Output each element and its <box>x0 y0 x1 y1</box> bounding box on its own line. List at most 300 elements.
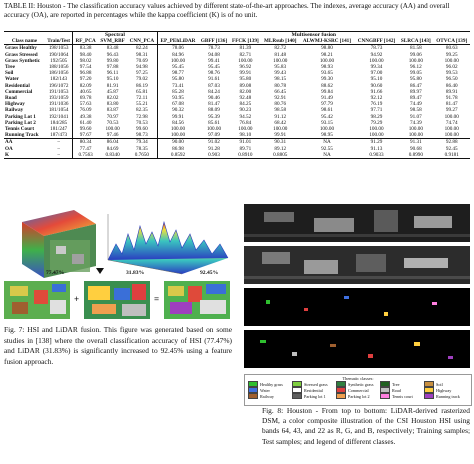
legend-swatch <box>292 393 302 399</box>
table-cell: 70.69 <box>127 58 157 64</box>
table-cell: 85.61 <box>208 119 220 126</box>
table-cell: 96.12 <box>410 64 422 71</box>
table-cell: 89.91 <box>445 88 458 95</box>
table-cell: 81.58 <box>410 45 422 52</box>
table-cell: 74.74 <box>445 119 458 126</box>
table-cell: 98.02 <box>79 57 92 64</box>
table-cell: 98.73 <box>127 132 157 139</box>
table-cell: 90.68 <box>410 145 422 152</box>
table-cell: 85.28 <box>172 88 184 95</box>
legend-item <box>380 393 424 399</box>
table-cell: 82.00 <box>239 88 252 95</box>
table-cell: 100.00 <box>369 132 384 139</box>
figure-7 <box>4 204 232 320</box>
table-cell: 83.48 <box>106 45 119 52</box>
table-cell: 89.12 <box>274 145 287 152</box>
table-cell: 94.98 <box>127 64 157 70</box>
table-cell: 192/505 <box>45 58 73 64</box>
table-header-cell: MLRsub [140] <box>261 38 299 45</box>
legend-label: Commercial <box>348 387 369 393</box>
table-cell: 184/285 <box>45 120 73 126</box>
hsi-accuracy-label: 77.47% <box>46 270 65 276</box>
fused-accuracy-label: 92.45% <box>200 270 219 276</box>
lidar-accuracy-label: 31.83% <box>126 270 145 276</box>
thematic-classes-legend <box>244 374 472 406</box>
table-cell: 97.54 <box>79 64 92 71</box>
legend-swatch <box>380 393 390 399</box>
table-cell: 100.00 <box>238 126 253 133</box>
legend-title: Thematic classes: <box>342 376 374 381</box>
table-cell: 95.10 <box>106 76 119 83</box>
row-label-cell: AA <box>4 139 45 146</box>
table-row <box>4 132 470 139</box>
table-row <box>4 152 470 159</box>
table-cell: 92.91 <box>274 95 287 102</box>
table-cell: 96.02 <box>445 64 458 71</box>
table-cell: 82.09 <box>79 82 92 89</box>
hsi-color-composite-image <box>244 246 470 284</box>
plus-sign: + <box>74 294 80 304</box>
legend-label: Residential <box>304 387 323 393</box>
table-cell: 94.92 <box>370 51 383 58</box>
table-cell: 79.02 <box>127 76 157 82</box>
table-group-blank <box>4 32 73 39</box>
table-cell: 89.47 <box>410 95 422 102</box>
table-cell: 98.58 <box>274 107 287 114</box>
table-cell: 99.06 <box>410 51 422 58</box>
table-cell: 95.45 <box>172 64 184 71</box>
table-group-spectral: Spectral <box>73 32 157 39</box>
table-cell: 100.00 <box>170 126 186 133</box>
table-cell: 91.02 <box>198 139 229 146</box>
row-label-cell: Grass Healthy <box>5 45 37 52</box>
table-cell: 82.02 <box>106 95 119 102</box>
table-cell: 92.48 <box>239 95 252 102</box>
table-cell: 91.49 <box>321 95 333 102</box>
table-cell: 55.21 <box>127 101 157 107</box>
table-cell: 92.88 <box>433 139 470 146</box>
table-cell: 93.95 <box>172 95 184 102</box>
hsi-cube-image <box>22 210 96 278</box>
table-cell: 99.84 <box>321 88 333 95</box>
table-cell: 95.80 <box>239 76 252 83</box>
table-cell: 78.73 <box>370 45 383 52</box>
table-cell: 88.62 <box>321 82 333 89</box>
table-cell: 98.76 <box>208 70 220 77</box>
legend-items <box>245 381 471 399</box>
table-cell: – <box>45 152 73 159</box>
table-cell: 94.52 <box>239 113 252 120</box>
table-cell: 100.00 <box>444 113 459 120</box>
table-cell: 99.43 <box>274 70 287 77</box>
table-cell: 96.43 <box>106 51 119 58</box>
fig8-graphic <box>244 204 470 374</box>
table-cell: 100.00 <box>206 126 222 133</box>
table-cell: 84.25 <box>239 101 252 108</box>
table-cell: 100.00 <box>238 57 253 64</box>
table-cell: 80.34 <box>73 139 98 146</box>
table-cell: 98.77 <box>172 70 184 77</box>
table-cell: 91.01 <box>230 139 262 146</box>
table-header-cell: SVM_RBF <box>98 38 127 45</box>
table-cell: 188/1056 <box>45 64 73 70</box>
table-cell: 87.03 <box>208 82 220 89</box>
table-cell: 97.25 <box>127 70 157 76</box>
table-cell: 95.83 <box>274 64 287 71</box>
table-cell: 82.72 <box>274 45 287 52</box>
table-cell: 192/1041 <box>45 114 73 120</box>
table-cell: 66.45 <box>274 88 287 95</box>
table-cell: 95.45 <box>208 64 220 71</box>
table-cell: 186/1056 <box>45 70 73 76</box>
figure-8 <box>244 204 470 376</box>
table-cell: 97.20 <box>79 76 92 83</box>
table-cell: 97.71 <box>370 107 383 114</box>
table-cell: 97.00 <box>370 70 383 77</box>
table-cell: 76.09 <box>79 107 92 114</box>
table-cell: 74.49 <box>410 101 422 108</box>
table-cell: 181/247 <box>45 126 73 132</box>
lidar-surface-image <box>108 214 228 274</box>
table-cell: 91.61 <box>208 76 220 83</box>
table-cell: 99.30 <box>321 76 333 83</box>
table-cell: 70.53 <box>127 120 157 126</box>
table-cell: 0.8910 <box>230 152 262 159</box>
row-label-cell: OA <box>5 145 13 152</box>
table-cell: 100.00 <box>444 132 459 139</box>
table-cell: 91.28 <box>208 145 220 152</box>
table-cell: 98.95 <box>321 132 333 139</box>
row-label-cell: Residential <box>5 82 30 89</box>
table-cell: 94.08 <box>208 51 220 58</box>
legend-swatch <box>336 393 346 399</box>
table-cell: 96.92 <box>239 64 252 71</box>
table-cell: 86.04 <box>98 139 127 146</box>
table-cell: 83.38 <box>79 45 92 52</box>
legend-label: Highway <box>436 387 452 393</box>
table-cell: 99.91 <box>172 113 184 120</box>
table-cell: 86.47 <box>410 82 422 89</box>
table-cell: 90.23 <box>239 107 252 114</box>
table-cell: 100.00 <box>369 126 384 133</box>
table-cell: 90.00 <box>157 139 198 146</box>
table-cell: 98.58 <box>410 107 422 114</box>
table-cell: 68.42 <box>274 119 287 126</box>
table-cell: 99.80 <box>106 57 119 64</box>
table-cell: 90.46 <box>208 95 220 102</box>
table-cell: 79.29 <box>370 119 383 126</box>
legend-swatch <box>424 393 434 399</box>
table-group-header-row <box>4 32 470 39</box>
table-cell: 97.46 <box>106 132 119 139</box>
table-cell: 181/1054 <box>45 107 73 113</box>
table-cell: 91.07 <box>410 113 422 120</box>
table-cell: 80.63 <box>445 45 458 52</box>
legend-label: Healthy grass <box>260 381 283 387</box>
table-cell: 90.31 <box>261 139 299 146</box>
table-cell: 96.50 <box>445 76 458 83</box>
table-cell: 100.00 <box>273 57 288 64</box>
table-cell: 0.8592 <box>157 152 198 159</box>
equals-sign: = <box>154 294 160 304</box>
table-cell: 0.903 <box>198 152 229 159</box>
table-cell: 49.38 <box>79 113 92 120</box>
table-cell: 0.9181 <box>433 152 470 159</box>
table-cell: NA <box>299 139 354 146</box>
table-cell: 76.84 <box>239 119 252 126</box>
figure-8-caption: Fig. 8: Houston - From top to bottom: LiDAR-derived rasterized DSM, a color composite illustration of the CSI Houston HSI using bands 64, 43, and 22 as R, G, and B, respectively; Training samples; Test samples; and legend of different classes. <box>262 406 470 446</box>
table-cell: 74.39 <box>410 119 422 126</box>
table-cell: 78.06 <box>172 45 184 52</box>
row-label-cell: Railway <box>5 107 24 114</box>
legend-label: Tennis court <box>392 393 413 399</box>
table-cell: 99.91 <box>239 70 252 77</box>
table-cell: 100.00 <box>273 126 288 133</box>
table-cell: 91.66 <box>370 88 383 95</box>
accuracy-table <box>4 31 470 159</box>
table-cell: 82.24 <box>127 45 157 52</box>
table-cell: 72.11 <box>127 95 157 101</box>
table-cell: 84.96 <box>172 51 184 58</box>
legend-label: Parking lot 2 <box>348 393 370 399</box>
table-cell: 84.69 <box>106 145 119 152</box>
table-cell: 81.39 <box>239 45 252 52</box>
table-cell: 79.34 <box>127 139 157 146</box>
legend-item <box>424 393 468 399</box>
table-cell: 91.13 <box>370 145 383 152</box>
table-row <box>4 139 470 146</box>
table-cell: 98.21 <box>321 51 333 58</box>
row-label-cell: Tree <box>5 64 15 71</box>
table-cell: 76.19 <box>370 101 383 108</box>
table-header-cell: CNNGBFF [142] <box>355 38 399 45</box>
table-cell: 98.61 <box>321 107 333 114</box>
table-cell: 100.00 <box>319 126 335 133</box>
row-label-cell: Highway <box>5 101 25 108</box>
table-cell: 99.60 <box>79 126 92 133</box>
table-cell: 99.91 <box>274 132 287 139</box>
row-label-cell: Grass Stressed <box>5 51 38 58</box>
table-cell: 95.80 <box>172 76 184 83</box>
lidar-dsm-image <box>244 204 470 242</box>
table-cell: 80.78 <box>274 82 287 89</box>
table-cell: 67.08 <box>172 101 184 108</box>
table-cell: 80.76 <box>274 101 287 108</box>
table-cell: 0.8340 <box>98 152 127 159</box>
table-cell: 89.71 <box>239 145 252 152</box>
legend-label: Parking lot 1 <box>304 393 326 399</box>
table-cell: 91.29 <box>355 139 399 146</box>
table-cell: 99.25 <box>445 51 458 58</box>
table-header-cell: FFCK [139] <box>230 38 262 45</box>
table-cell: 100.00 <box>444 126 459 133</box>
table-cell: 182/143 <box>45 76 73 82</box>
table-cell: 98.40 <box>79 51 92 58</box>
table-header-cell: SLRCA [143] <box>398 38 433 45</box>
table-cell: 89.97 <box>410 88 422 95</box>
legend-label: Railway <box>260 393 274 399</box>
table-cell: 90.60 <box>370 82 383 89</box>
table-cell: 100.00 <box>170 57 186 64</box>
table-cell: 98.10 <box>239 132 252 139</box>
table-cell: 196/1072 <box>45 83 73 89</box>
table-header-cell: ALWMJ-KSRC [141] <box>299 38 354 45</box>
row-label-cell: Running Track <box>5 132 39 139</box>
table-cell: 98.29 <box>370 113 383 120</box>
fused-classification-map <box>164 281 230 319</box>
table-cell: 99.41 <box>208 57 220 64</box>
table-cell: 81.47 <box>208 101 220 108</box>
table-cell: 100.00 <box>319 57 335 64</box>
table-cell: 77.47 <box>79 145 92 152</box>
table-cell: 98.15 <box>274 76 287 83</box>
row-label-cell: Parking Lot 1 <box>5 113 36 120</box>
table-cell: 70.97 <box>106 113 119 120</box>
table-cell: 100.00 <box>105 126 120 133</box>
test-samples-image <box>244 330 470 368</box>
table-cell: 95.39 <box>208 113 220 120</box>
legend-label: Stressed grass <box>304 381 328 387</box>
row-label-cell: Parking Lot 2 <box>5 119 36 126</box>
row-label-cell: K <box>4 152 45 159</box>
table-group-multisensor: Multisensor fusion <box>157 32 470 39</box>
table-cell: 98.31 <box>127 52 157 58</box>
figure-7-caption: Fig. 7: HSI and LiDAR fusion. This figure was generated based on some studies in [138] where the overall classification accuracy of HSI (77.47%) and LiDAR (31.83%) is significantly increased to 92.45% using a feature fusion approach. <box>4 325 232 366</box>
legend-item <box>336 393 380 399</box>
table-cell: 99.05 <box>410 70 422 77</box>
table-cell: 73.41 <box>172 82 184 89</box>
table-cell: 96.88 <box>79 70 92 77</box>
table-cell: 72.98 <box>127 114 157 120</box>
table-cell: 99.60 <box>127 126 157 132</box>
table-cell: 95.10 <box>370 76 383 83</box>
table-cell: 83.80 <box>106 101 119 108</box>
table-cell: 69.78 <box>79 95 92 102</box>
legend-item <box>248 393 292 399</box>
table-cell: 40.65 <box>79 88 92 95</box>
table-cell: 84.24 <box>208 88 220 95</box>
table-caption: TABLE II: Houston - The classification accuracy values achieved by different state-of-the-art approaches. The indexes, average accuracy (AA) and overall accuracy (OA), are reported in percentages while the kappa coefficient (K) is of no unit. <box>4 2 450 19</box>
table-cell: 90.32 <box>172 107 184 114</box>
table-cell: 100.00 <box>369 57 384 64</box>
row-label-cell: Commercial <box>5 88 33 95</box>
table-cell: 93.65 <box>321 70 333 77</box>
table-cell: – <box>45 139 73 146</box>
table-cell: 61.40 <box>79 119 92 126</box>
table-cell: 78.73 <box>208 45 220 52</box>
table-cell: 91.78 <box>445 95 458 102</box>
table-cell: 191/1053 <box>45 89 73 95</box>
table-cell: 100.00 <box>408 126 423 133</box>
table-cell: 82.71 <box>239 51 252 58</box>
table-cell: 100.00 <box>408 57 423 64</box>
table-cell: 91.31 <box>398 139 433 146</box>
table-cell: 190/1064 <box>45 52 73 58</box>
table-cell: 78.35 <box>127 146 157 152</box>
table-cell: 86.98 <box>172 145 184 152</box>
table-cell: 100.00 <box>408 132 423 139</box>
legend-label: Running track <box>436 393 460 399</box>
table-cell: 92.45 <box>445 145 458 152</box>
table-cell: 100.00 <box>444 57 459 64</box>
fig7-graphic <box>4 204 232 320</box>
legend-label: Water <box>260 387 270 393</box>
table-cell: 98.80 <box>321 45 333 52</box>
table-cell: 99.53 <box>445 70 458 77</box>
table-cell: 93.15 <box>321 119 333 126</box>
table-cell: 99.34 <box>370 64 383 71</box>
table-cell: 99.27 <box>445 107 458 114</box>
table-header-row <box>4 38 470 45</box>
table-cell: 70.53 <box>106 119 119 126</box>
table-cell: 83.87 <box>106 107 119 114</box>
table-header-cell: CNN_PCA <box>127 38 157 45</box>
table-cell: 57.63 <box>79 101 92 108</box>
table-cell: NA <box>299 152 354 159</box>
table-cell: 81.47 <box>445 101 458 108</box>
table-cell: 0.7650 <box>127 152 157 159</box>
table-row <box>4 45 470 52</box>
row-label-cell: Grass Synthetic <box>5 57 41 64</box>
table-cell: 98.93 <box>321 64 333 71</box>
table-cell: 97.67 <box>79 132 92 139</box>
table-cell: 0.9033 <box>355 152 399 159</box>
table-cell: 198/1053 <box>45 45 73 52</box>
training-samples-image <box>244 288 470 326</box>
table-header-cell: Class name <box>4 38 45 45</box>
table-body <box>4 45 470 159</box>
table-cell: 95.80 <box>410 76 422 83</box>
table-header-cell: GBFF [136] <box>198 38 229 45</box>
hsi-classification-map <box>4 281 70 319</box>
table-cell: 84.56 <box>172 119 184 126</box>
table-cell: 95.42 <box>321 113 333 120</box>
table-cell: 0.8805 <box>261 152 299 159</box>
row-label-cell: Road <box>5 95 17 102</box>
table-cell: 187/473 <box>45 132 73 139</box>
legend-label: Soil <box>436 381 443 387</box>
table-cell: 0.8990 <box>398 152 433 159</box>
table-header-cell: RF_PCA <box>73 38 98 45</box>
table-cell: 89.08 <box>239 82 252 89</box>
table-cell: 45.87 <box>106 88 119 95</box>
table-cell: 82.35 <box>127 107 157 113</box>
table-cell: 92.12 <box>370 95 383 102</box>
row-label-cell: Water <box>5 76 19 83</box>
table-cell: 0.7563 <box>73 152 98 159</box>
table-header-cell: Train/Test <box>45 38 73 45</box>
table-cell: 191/1036 <box>45 101 73 107</box>
table-cell: 88.09 <box>208 107 220 114</box>
legend-label: Road <box>392 387 401 393</box>
table-cell: 65.81 <box>127 89 157 95</box>
row-label-cell: Tennis Court <box>5 126 35 133</box>
table-cell: – <box>45 146 73 152</box>
legend-label: Tree <box>392 381 400 387</box>
table-header-cell: OTVCA [139] <box>433 38 470 45</box>
table-cell: 86.40 <box>445 82 458 89</box>
table-cell: 97.88 <box>106 64 119 71</box>
table-cell: 86.19 <box>127 83 157 89</box>
table-cell: 81.48 <box>274 51 287 58</box>
lidar-classification-map <box>84 281 150 319</box>
table-cell: 91.12 <box>274 113 287 120</box>
table-cell: 100.00 <box>170 132 186 139</box>
table-cell: 92.55 <box>321 145 333 152</box>
table-cell: 193/1059 <box>45 95 73 101</box>
table-cell: 96.11 <box>106 70 119 77</box>
table-cell: 97.09 <box>208 132 220 139</box>
